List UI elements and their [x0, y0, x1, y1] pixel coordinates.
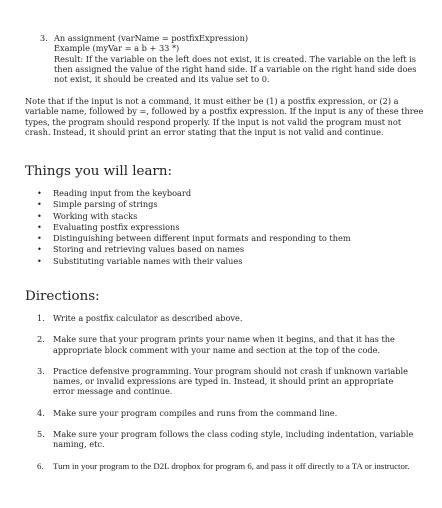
- bullet-icon: •: [37, 255, 42, 266]
- list-item: 4. Make sure your program compiles and runs from the command line.: [37, 407, 338, 418]
- learn-list: [37, 188, 351, 267]
- item-number: 3.: [40, 33, 48, 43]
- directions-list: [37, 313, 417, 482]
- item-number: 6.: [37, 460, 44, 471]
- item-number: 5.: [37, 429, 45, 440]
- list-item: 6. Turn in your program to the D2L dropbox for program 6, and pass it off directly to a TA or instructor.: [37, 460, 410, 471]
- item-number: 4.: [37, 407, 45, 418]
- list-item: 5. Make sure your program follows the class coding style, including indentation, variable naming, etc.: [37, 429, 414, 450]
- bullet-icon: •: [37, 199, 42, 210]
- list-item: • Evaluating postfix expressions: [37, 221, 180, 232]
- list-item: • Substituting variable names with their values: [37, 255, 243, 266]
- item-number: 3.: [37, 365, 45, 376]
- list-item-3: [40, 33, 430, 84]
- list-item: • Simple parsing of strings: [37, 199, 158, 210]
- bullet-icon: •: [37, 188, 42, 198]
- bullet-icon: •: [37, 210, 42, 221]
- list-item: • Storing and retrieving values based on names: [37, 244, 245, 255]
- list-item: 1. Write a postfix calculator as described above.: [37, 313, 243, 323]
- learn-heading: Things you will learn:: [25, 164, 172, 179]
- list-item: • Reading input from the keyboard: [37, 188, 192, 198]
- item-number: 2.: [37, 334, 45, 345]
- assignment-result: Result: If the variable on the left does not exist, it is created. The variable on the left is then assigned the value of the right hand side. If a variable on the right hand side does not exist, it should be created and its value set to 0.: [54, 53, 417, 85]
- assignment-syntax: An assignment (varName = postfixExpression): [54, 33, 249, 43]
- bullet-icon: •: [37, 221, 42, 232]
- list-item: • Working with stacks: [37, 210, 138, 221]
- note-paragraph: Note that if the input is not a command, it must either be (1) a postfix expression, or (2) a variable name, followed by =, followed by a postfix expression. If the input is any of these three types, the program should respond properly. If the input is not valid the program must not crash. Instead, it should print an error stating that the input is not valid and continue.: [25, 96, 424, 137]
- bullet-icon: •: [37, 244, 42, 255]
- item-number: 1.: [37, 313, 45, 323]
- list-item: 2. Make sure that your program prints your name when it begins, and that it has the appropriate block comment with your name and section at the top of the code.: [37, 334, 395, 355]
- bullet-icon: •: [37, 233, 42, 244]
- assignment-example: Example (myVar = a b + 33 *): [54, 43, 180, 54]
- list-item: 3. Practice defensive programming. Your program should not crash if unknown variable names, or invalid expressions are typed in. Instead, it should print an appropriate error message and continue.: [37, 365, 409, 397]
- list-item: • Distinguishing between different input formats and responding to them: [37, 233, 351, 244]
- directions-heading: Directions:: [25, 289, 100, 304]
